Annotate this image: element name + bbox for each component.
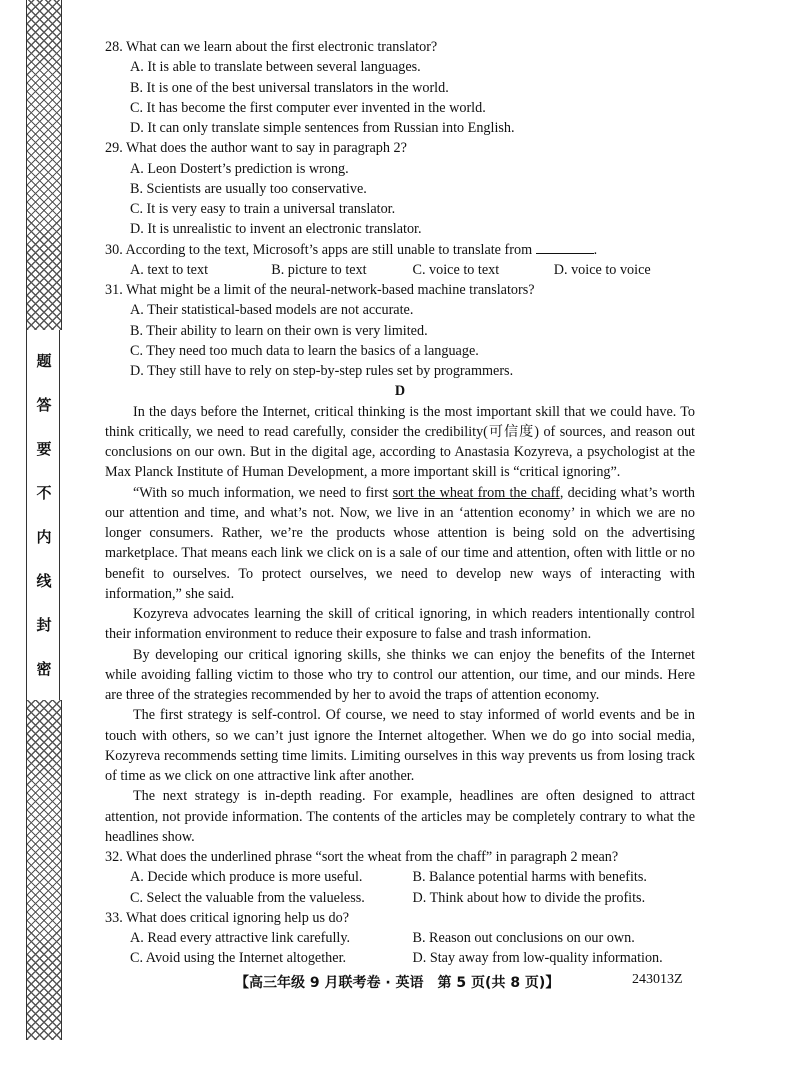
seal-char: 题 [36, 352, 52, 370]
seal-char: 密 [36, 660, 52, 678]
option: C. It has become the first computer ever invented in the world. [130, 99, 486, 116]
question-29: 29. What does the author want to say in paragraph 2? [105, 140, 407, 157]
options-row [130, 928, 695, 948]
options-row [130, 948, 695, 968]
passage-paragraph-3: Kozyreva advocates learning the skill of critical ignoring, in which readers intentionally control their information environment to reduce their exposure to false and trash information. [105, 606, 695, 643]
text: , deciding what’s worth our attention and time, and what’s not. Now, we live in an ‘attention economy’ in which we are no longer consumers. Rather, we’re the products whose attention is being sold on the advertising marketplace. That means each link we click on is a sale of our time and attention, often with little or no benefit to ourselves. To protect ourselves, we need to develop new ways of interacting with information,” she said. [105, 484, 695, 602]
option: B. It is one of the best universal translators in the world. [130, 79, 449, 96]
option: D. Think about how to divide the profits. [412, 889, 646, 906]
options-row [130, 867, 695, 887]
seal-char: 答 [36, 396, 52, 414]
option: B. Scientists are usually too conservative. [130, 180, 367, 197]
option: B. Reason out conclusions on our own. [412, 930, 635, 946]
answer-blank [536, 241, 594, 254]
page-footer: 【高三年级 9 月联考卷 · 英语 第 5 页(共 8 页)】 [235, 975, 560, 991]
question-30-end: . [593, 241, 598, 258]
passage-paragraph-6: The next strategy is in-depth reading. For example, headlines are often designed to attract attention, not provide information. The contents of the articles may be completely contrary to what the headlines show. [105, 788, 695, 845]
seal-char: 不 [36, 484, 52, 502]
question-30-options [130, 260, 695, 280]
passage-paragraph-1: In the days before the Internet, critical thinking is the most important skill that we could have. To think critically, we need to read carefully, consider the credibility(可信度) of sources, and reason out conclusions on our own. But in the digital age, according to Anastasia Kozyreva, a psychologist at the Max Planck Institute of Human Development, a more important skill is “critical ignoring”. [105, 403, 695, 481]
option: B. Their ability to learn on their own is very limited. [130, 322, 428, 339]
option: A. It is able to translate between several languages. [130, 59, 421, 76]
binding-margin [26, 0, 60, 1040]
seal-line-box [26, 330, 60, 700]
option: B. picture to text [271, 261, 367, 278]
option: B. Balance potential harms with benefits. [412, 869, 647, 886]
seal-char: 要 [36, 440, 52, 458]
options-row [130, 888, 695, 908]
option: C. voice to text [412, 261, 500, 278]
question-30 [105, 240, 695, 260]
question-32: 32. What does the underlined phrase “sort the wheat from the chaff” in paragraph 2 mean? [105, 849, 619, 865]
option: C. Avoid using the Internet altogether. [130, 950, 347, 967]
option: D. It is unrealistic to invent an electronic translator. [130, 221, 422, 238]
passage-paragraph-2 [105, 483, 695, 605]
option: D. voice to voice [553, 261, 651, 278]
passage-paragraph-4: By developing our critical ignoring skills, she thinks we can enjoy the benefits of the Internet while avoiding falling victim to those who try to control our attention, our time, and our minds. Here are three of the strategies recommended by her to avoid the traps of attention economy. [105, 646, 695, 703]
option: D. Stay away from low-quality information. [412, 950, 663, 967]
question-33: 33. What does critical ignoring help us do? [105, 909, 350, 926]
question-28: 28. What can we learn about the first electronic translator? [105, 39, 438, 55]
option: D. It can only translate simple sentences from Russian into English. [130, 120, 515, 136]
option: A. Decide which produce is more useful. [130, 869, 363, 886]
option: A. Leon Dostert’s prediction is wrong. [130, 160, 349, 177]
seal-char: 线 [36, 572, 52, 590]
underlined-phrase: sort the wheat from the chaff [392, 484, 560, 501]
question-31: 31. What might be a limit of the neural-network-based machine translators? [105, 282, 535, 298]
option: A. Read every attractive link carefully. [130, 930, 351, 946]
section-heading: D [394, 383, 406, 400]
option: C. Select the valuable from the valueless. [130, 889, 365, 906]
passage-paragraph-5: The first strategy is self-control. Of course, we need to stay informed of world events and be in touch with others, so we can’t just ignore the Internet altogether. When we do go into social media, Kozyreva recommends setting time limits. Limiting ourselves in this way prevents us from losing track of time as we click on one attractive link after another. [105, 707, 695, 784]
option: D. They still have to rely on step-by-step rules set by programmers. [130, 363, 514, 379]
margin-pattern-bottom [26, 700, 62, 1040]
exam-code: 243013Z [632, 972, 683, 987]
seal-char: 封 [36, 616, 52, 634]
exam-content [105, 37, 695, 969]
question-30-text: 30. According to the text, Microsoft’s apps are still unable to translate from [105, 241, 533, 258]
text: “With so much information, we need to first [133, 484, 393, 501]
option: A. Their statistical-based models are not accurate. [130, 302, 414, 319]
option: C. They need too much data to learn the basics of a language. [130, 342, 479, 359]
option: C. It is very easy to train a universal translator. [130, 201, 396, 217]
margin-pattern-top [26, 0, 62, 330]
seal-char: 内 [36, 528, 52, 546]
option: A. text to text [130, 261, 209, 278]
